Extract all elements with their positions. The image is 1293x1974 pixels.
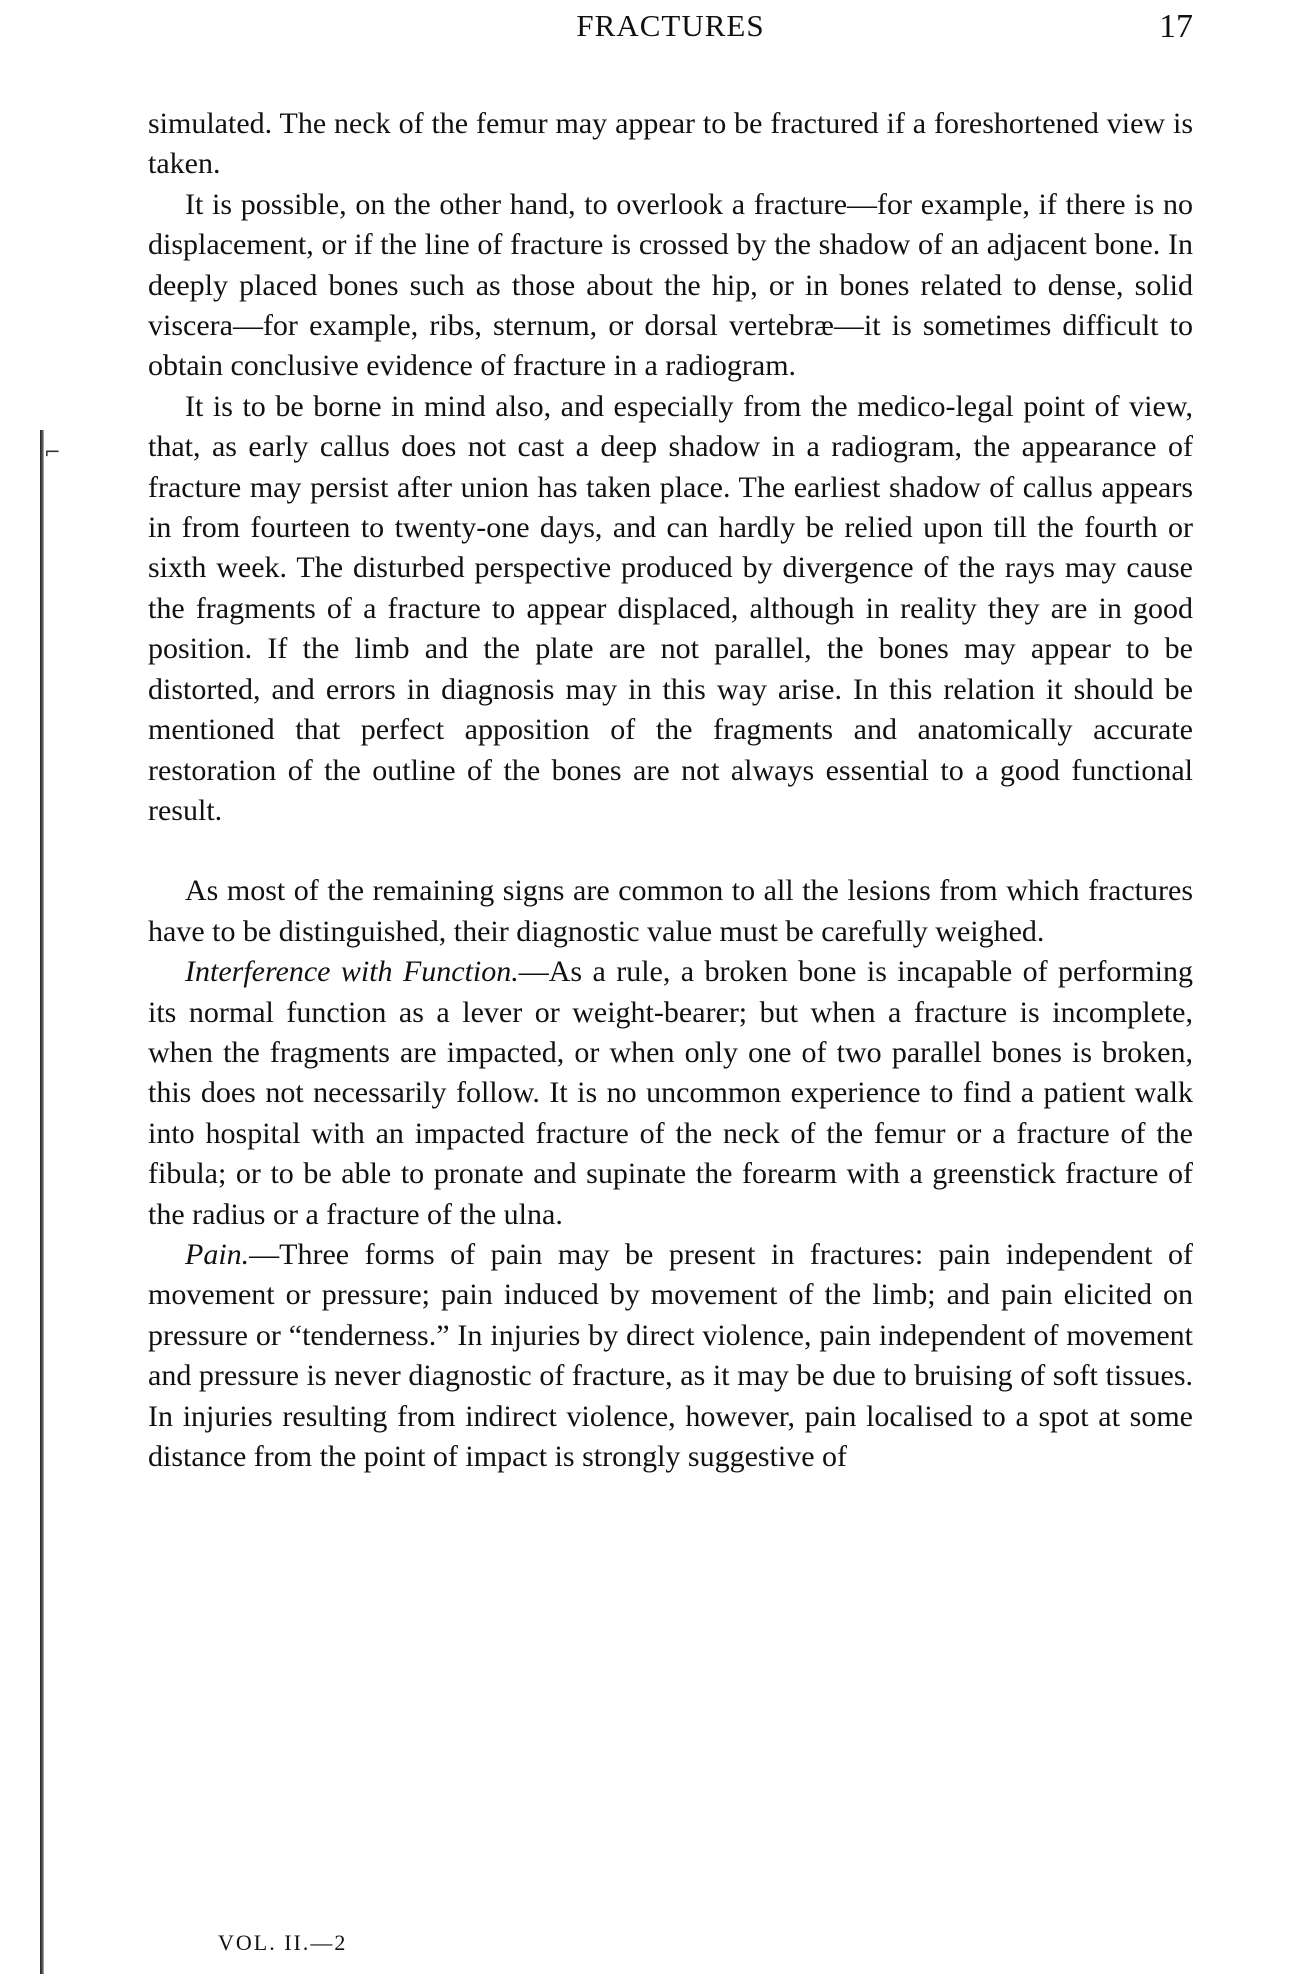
signature-mark: VOL. II.—2 <box>218 1930 348 1955</box>
paragraph-pain <box>148 1235 1193 1477</box>
running-head <box>148 8 1193 48</box>
page-number: 17 <box>1159 8 1193 45</box>
run-in-heading-pain: Pain. <box>185 1237 250 1271</box>
paragraph-remaining-signs: As most of the remaining signs are common to all the lesions from which fractures have to be distinguished, their diagnostic value must be carefully weighed. <box>148 874 1193 948</box>
scan-margin-mark: ⌐ <box>44 440 61 464</box>
paragraph-interference-with-function <box>148 952 1193 1235</box>
running-title: FRACTURES <box>576 8 765 43</box>
scan-binding-edge <box>40 430 44 1974</box>
page-body <box>148 104 1193 1477</box>
paragraph-text-interference: —As a rule, a broken bone is incapable of performing its normal function as a lever or weight-bearer; but when a fracture is incomplete, when the fragments are impacted, or when only one of two parallel bones is broken, this does not necessarily follow. It is no uncommon experience to find a patient walk into hospital with an impacted fracture of the neck of the femur or a fracture of the fibula; or to be able to pronate and supinate the forearm with a greenstick fracture of the radius or a fracture of the ulna. <box>148 955 1193 1231</box>
paragraph-text-pain: —Three forms of pain may be present in fractures: pain independent of movement or pressure; pain induced by movement of the limb; and pain elicited on pressure or “tenderness.” In injuries by direct violence, pain independent of movement and pressure is never diagnostic of fracture, as it may be due to bruising of soft tissues. In injuries resulting from indirect violence, however, pain localised to a spot at some distance from the point of impact is strongly suggestive of <box>148 1237 1193 1473</box>
paragraph-medico-legal: It is to be borne in mind also, and especially from the medico-legal point of view, that, as early callus does not cast a deep shadow in a radiogram, the appearance of fracture may persist after union has taken place. The earliest shadow of callus appears in from fourteen to twenty-one days, and can hardly be relied upon till the fourth or sixth week. The disturbed perspective produced by divergence of the rays may cause the fragments of a fracture to appear displaced, although in reality they are in good position. If the limb and the plate are not parallel, the bones may appear to be distorted, and errors in diagnosis may in this way arise. In this relation it should be mentioned that perfect apposition of the fragments and anatomically accurate restoration of the outline of the bones are not always essential to a good functional result. <box>148 389 1193 827</box>
paragraph-continuation: simulated. The neck of the femur may appear to be fractured if a foreshortened view is taken. <box>148 107 1193 181</box>
paragraph-overlooked-fracture: It is possible, on the other hand, to overlook a fracture—for example, if there is no displacement, or if the line of fracture is crossed by the shadow of an adjacent bone. In deeply placed bones such as those about the hip, or in bones related to dense, solid viscera—for example, ribs, sternum, or dorsal vertebræ—it is sometimes difficult to obtain conclusive evidence of fracture in a radiogram. <box>148 187 1193 383</box>
run-in-heading-interference: Interference with Function. <box>185 955 519 989</box>
